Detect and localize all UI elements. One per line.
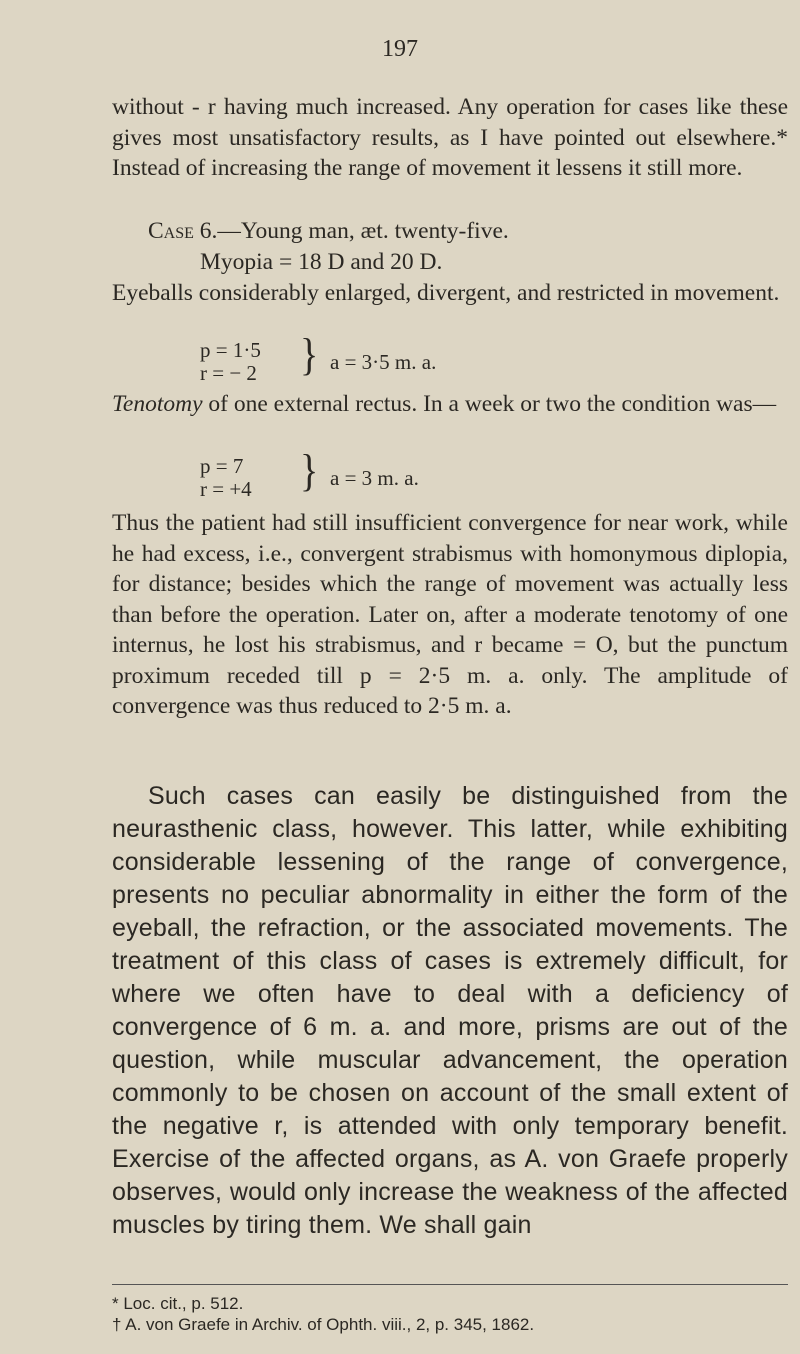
eq1-r: r = − 2 — [200, 361, 257, 385]
eq2-a: a = 3 m. a. — [330, 466, 419, 490]
case-description: —Young man, æt. twenty-five. — [217, 218, 509, 244]
footnote-1: * Loc. cit., p. 512. — [112, 1294, 244, 1313]
page-number: 197 — [382, 36, 418, 62]
paragraph-eyeballs: Eyeballs considerably enlarged, divergent, and restricted in movement. — [112, 280, 780, 306]
tenotomy-text: of one external rectus. In a week or two the condition was— — [202, 391, 777, 417]
eq1-a: a = 3·5 m. a. — [330, 350, 437, 374]
paragraph-thus: Thus the patient had still insufficient convergence for near work, while he had excess, i.e., convergent strabismus with homonymous diplopia, for distance; besides which the range of movement was actually less than before the operation. Later on, after a moderate tenotomy of one internus, he lost his strabismus, and r became = O, but the punctum proximum receded till p = 2·5 m. a. only. The amplitude of convergence was thus reduced to 2·5 m. a. — [112, 510, 788, 719]
myopia-line: Myopia = 18 D and 20 D. — [200, 249, 443, 275]
tenotomy-italic: Tenotomy — [112, 391, 203, 417]
paragraph-intro: without - r having much increased. Any operation for cases like these gives most unsatisfactory results, as I have pointed out elsewhere.* Instead of increasing the range of movement it lessens it still more. — [112, 94, 788, 181]
tenotomy-line — [112, 391, 788, 418]
footnote-2: † A. von Graefe in Archiv. of Ophth. viii., 2, p. 345, 1862. — [112, 1315, 535, 1334]
case-heading: Case 6. — [148, 218, 218, 244]
case-heading-line — [148, 218, 509, 245]
paragraph-neurasthenic: Such cases can easily be distinguished from the neurasthenic class, however. This latter, while exhibiting considerable lessening of the range of convergence, presents no peculiar abnormality in either the form of the eyeball, the refraction, or the associated movements. The treatment of this class of cases is extremely difficult, for where we often have to deal with a deficiency of convergence of 6 m. a. and more, prisms are out of the question, while muscular advancement, the operation commonly to be chosen on account of the small extent of the negative r, is attended with only temporary benefit. Exercise of the affected organs, as A. von Graefe properly observes, would only increase the weakness of the affected muscles by tiring them. We shall gain — [112, 782, 788, 1239]
eq1-p: p = 1·5 — [200, 338, 261, 362]
brace-icon: } — [300, 445, 319, 497]
eq2-r: r = +4 — [200, 477, 252, 501]
footnote-rule — [112, 1284, 788, 1285]
eq2-p: p = 7 — [200, 454, 244, 478]
brace-icon: } — [300, 329, 319, 381]
